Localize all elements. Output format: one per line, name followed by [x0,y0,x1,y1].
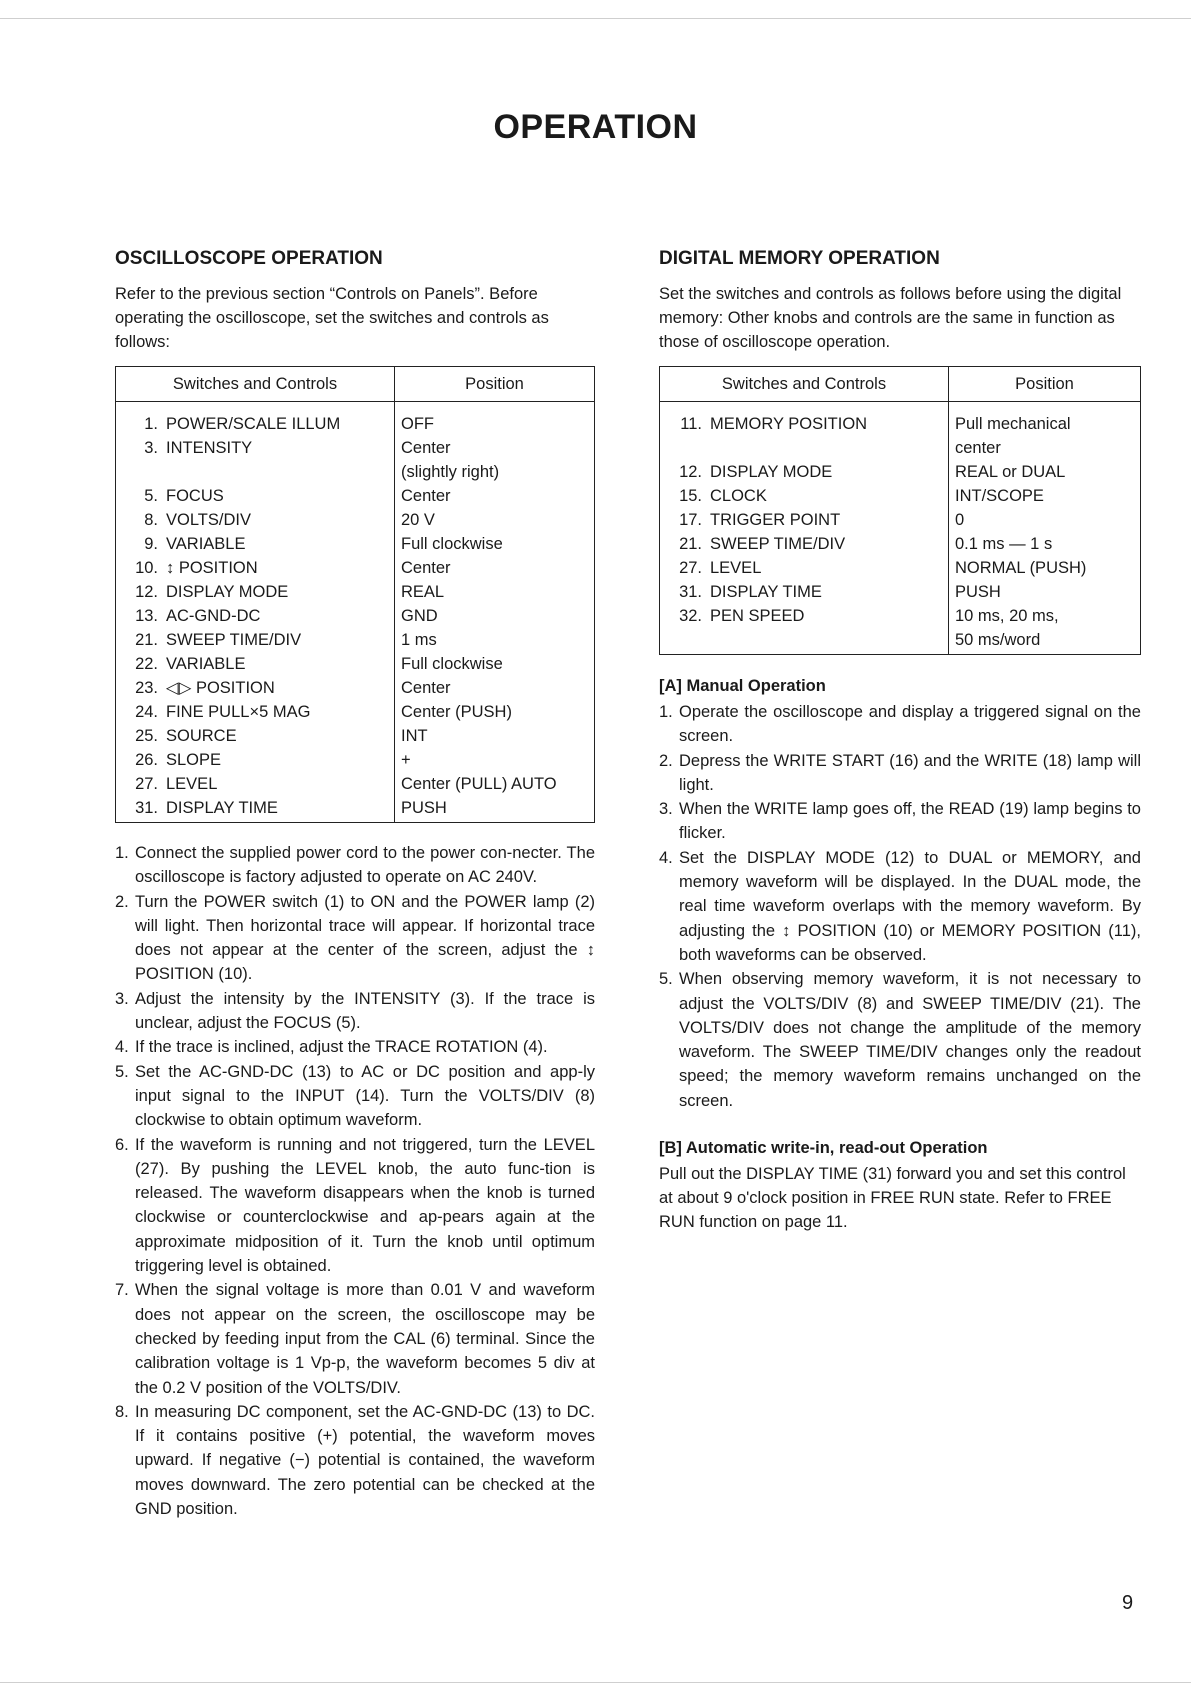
control-position: INT/SCOPE [949,484,1141,508]
page-title: OPERATION [493,108,698,146]
control-position: Center [395,436,595,460]
control-number: 12. [135,583,158,601]
step-text: Set the DISPLAY MODE (12) to DUAL or MEMORY, and memory waveform will be displayed. In the DUAL mode, the real time waveform overlaps with the memory waveform. By adjusting the ↕ POSITION (10) or MEMORY POSITION (11), both waveforms can be observed. [679,848,1141,964]
control-number: 21. [679,535,702,553]
control-name-cell [660,484,949,508]
step-number: 1. [659,703,673,721]
table-row [660,436,1141,460]
control-name-cell [660,556,949,580]
step-item [115,1400,595,1521]
step-number: 7. [115,1281,129,1300]
digital-memory-controls-table [659,366,1141,655]
step-number: 4. [115,1038,129,1057]
table-row [660,484,1141,508]
table-header-row [116,367,595,402]
control-name-cell [660,628,949,655]
control-name: SLOPE [166,751,222,769]
step-number: 5. [115,1062,129,1081]
control-number: 10. [135,559,158,577]
table-row [116,484,595,508]
control-number: 27. [679,559,702,577]
table-row [660,532,1141,556]
step-item [115,841,595,890]
control-name: ↕ POSITION [166,559,258,577]
step-number: 2. [659,751,673,770]
control-name-cell [660,508,949,532]
step-number: 1. [115,844,129,862]
table-row [116,676,595,700]
control-name-cell [116,676,395,700]
section-heading: DIGITAL MEMORY OPERATION [659,248,940,269]
control-number: 13. [135,607,158,625]
control-name-cell [116,724,395,748]
control-position: Pull mechanical [949,402,1141,437]
table-row [116,628,595,652]
control-position: Center [395,556,595,580]
oscilloscope-controls-table [115,366,595,823]
control-name-cell [116,532,395,556]
control-number: 27. [135,775,158,793]
control-number: 5. [144,487,158,505]
control-number: 9. [144,535,158,553]
bottom-border-line [0,1682,1191,1683]
column-header-position: Position [949,367,1141,402]
control-name: DISPLAY TIME [166,799,278,817]
control-name-cell [660,580,949,604]
step-item [659,967,1141,1113]
step-number: 3. [115,989,129,1008]
control-number: 26. [135,751,158,769]
section-heading: OSCILLOSCOPE OPERATION [115,248,383,269]
control-position: Center [395,484,595,508]
digital-memory-operation-section [659,248,1141,1234]
column-header-position: Position [395,367,595,402]
control-position: 1 ms [395,628,595,652]
table-row [116,796,595,823]
step-item [115,1035,595,1059]
control-name-cell [660,402,949,437]
control-name: TRIGGER POINT [710,511,841,529]
control-number: 17. [679,511,702,529]
control-number: 11. [680,415,702,433]
top-border-line [0,18,1191,19]
step-item [659,846,1141,967]
column-header-switches: Switches and Controls [116,367,395,402]
control-number: 24. [135,703,158,721]
table-header-row [660,367,1141,402]
control-position: PUSH [949,580,1141,604]
table-row [116,772,595,796]
page-number: 9 [1122,1592,1134,1614]
table-row [660,556,1141,580]
step-item [659,749,1141,798]
control-position: GND [395,604,595,628]
table-row [116,748,595,772]
step-item [115,1060,595,1133]
control-position: NORMAL (PUSH) [949,556,1141,580]
control-position: Full clockwise [395,532,595,556]
control-position: (slightly right) [395,460,595,484]
table-row [116,436,595,460]
control-number: 1. [144,415,158,433]
automatic-operation-heading: [B] Automatic write-in, read-out Operation [659,1139,988,1158]
control-number: 15. [679,487,702,505]
step-text: Adjust the intensity by the INTENSITY (3). If the trace is unclear, adjust the FOCUS (5). [135,989,595,1033]
control-number: 12. [679,463,702,481]
control-name: POWER/SCALE ILLUM [166,415,341,433]
manual-operation-heading: [A] Manual Operation [659,677,826,695]
step-item [115,1278,595,1399]
control-position: Center (PULL) AUTO [395,772,595,796]
step-text: If the trace is inclined, adjust the TRACE ROTATION (4). [135,1038,548,1057]
section-intro: Refer to the previous section “Controls on Panels”. Before operating the oscilloscope, set the switches and controls as follows: [115,285,549,351]
control-position: Center [395,676,595,700]
control-name-cell [116,436,395,460]
table-body [116,402,595,823]
table-row [116,556,595,580]
step-text: If the waveform is running and not triggered, turn the LEVEL (27). By pushing the LEVEL knob, the auto func-tion is released. The waveform disappears when the knob is turned clockwise or counterclockwise and ap-pears again at the approximate midposition of it. Turn the knob until optimum triggering level is obtained. [135,1135,595,1276]
control-number: 31. [679,583,702,601]
table-row [660,460,1141,484]
control-position: INT [395,724,595,748]
control-name-cell [116,402,395,437]
control-name-cell [116,604,395,628]
table-row [116,580,595,604]
control-name-cell [660,532,949,556]
control-position: Full clockwise [395,652,595,676]
step-number: 2. [115,892,129,911]
step-text: When the WRITE lamp goes off, the READ (19) lamp begins to flicker. [679,800,1141,843]
control-position: 10 ms, 20 ms, [949,604,1141,628]
control-name-cell [116,628,395,652]
control-number: 21. [135,631,158,649]
control-number: 25. [135,727,158,745]
step-item [659,700,1141,749]
control-name: SWEEP TIME/DIV [166,631,302,649]
table-row [116,532,595,556]
step-number: 3. [659,800,673,819]
control-name-cell [116,748,395,772]
control-name: VOLTS/DIV [166,511,251,529]
control-position: + [395,748,595,772]
step-item [115,987,595,1036]
control-name: FOCUS [166,487,224,505]
control-position: 20 V [395,508,595,532]
control-name: VARIABLE [166,535,246,553]
table-row [660,580,1141,604]
control-name-cell [116,772,395,796]
control-name: ◁▷ POSITION [166,679,275,697]
table-row [660,628,1141,655]
control-name-cell [660,436,949,460]
control-name-cell [660,604,949,628]
control-position: 0.1 ms — 1 s [949,532,1141,556]
control-name-cell [116,508,395,532]
control-position: Center (PUSH) [395,700,595,724]
control-name: VARIABLE [166,655,246,673]
table-row [116,402,595,437]
control-position: center [949,436,1141,460]
control-number: 23. [135,679,158,697]
table-row [116,460,595,484]
control-position: REAL or DUAL [949,460,1141,484]
table-row [116,700,595,724]
control-position: 50 ms/word [949,628,1141,655]
control-position: 0 [949,508,1141,532]
control-name: FINE PULL×5 MAG [166,703,311,721]
step-item [115,890,595,987]
control-name: DISPLAY MODE [166,583,289,601]
control-name: AC-GND-DC [166,607,261,625]
step-text: Operate the oscilloscope and display a triggered signal on the screen. [679,703,1141,746]
control-name: SWEEP TIME/DIV [710,535,846,553]
control-name-cell [116,460,395,484]
control-number: 32. [679,607,702,625]
control-name-cell [660,460,949,484]
control-number: 22. [135,655,158,673]
table-row [116,652,595,676]
table-row [660,402,1141,437]
step-text: Turn the POWER switch (1) to ON and the POWER lamp (2) will light. Then horizontal trace will appear. If horizontal trace does not appear at the center of the screen, adjust the ↕ POSITION (10). [135,892,595,984]
control-name-cell [116,580,395,604]
control-name: PEN SPEED [710,607,805,625]
table-row [116,724,595,748]
table-row [660,604,1141,628]
section-intro: Set the switches and controls as follows before using the digital memory: Other knobs and controls are the same in function as those of oscilloscope operation. [659,285,1122,351]
control-name: LEVEL [710,559,762,577]
step-text: Depress the WRITE START (16) and the WRITE (18) lamp will light. [679,751,1141,794]
control-position: OFF [395,402,595,437]
step-text: When observing memory waveform, it is not necessary to adjust the VOLTS/DIV (8) and SWEEP TIME/DIV (21). The VOLTS/DIV does not change the amplitude of the memory waveform. The SWEEP TIME/DIV changes only the readout speed; the memory waveform remains unchanged on the screen. [679,970,1141,1110]
control-name-cell [116,796,395,823]
control-number: 31. [135,799,158,817]
control-name-cell [116,556,395,580]
control-position: PUSH [395,796,595,823]
control-number: 8. [144,511,158,529]
control-name-cell [116,700,395,724]
control-name: MEMORY POSITION [710,415,868,433]
manual-operation-steps-list [659,700,1141,1113]
step-item [659,797,1141,846]
table-row [116,508,595,532]
step-text: In measuring DC component, set the AC-GND-DC (13) to DC. If it contains positive (+) potential, the waveform moves upward. If negative (−) potential is contained, the waveform moves downward. The zero potential can be checked at the GND position. [135,1402,595,1519]
column-header-switches: Switches and Controls [660,367,949,402]
table-row [660,508,1141,532]
control-name: LEVEL [166,775,218,793]
control-number: 3. [144,439,158,457]
control-name-cell [116,484,395,508]
step-text: Connect the supplied power cord to the power con-necter. The oscilloscope is factory adjusted to operate on AC 240V. [135,844,595,887]
table-row [116,604,595,628]
step-text: When the signal voltage is more than 0.01 V and waveform does not appear on the screen, the oscilloscope may be checked by feeding input from the CAL (6) terminal. Since the calibration voltage is 1 Vp-p, the waveform becomes 5 div at the 0.2 V position of the VOLTS/DIV. [135,1281,595,1397]
automatic-operation-text: Pull out the DISPLAY TIME (31) forward you and set this control at about 9 o'clock position in FREE RUN state. Refer to FREE RUN function on page 11. [659,1165,1126,1232]
step-number: 4. [659,848,673,867]
oscilloscope-steps-list [115,841,595,1521]
control-name: DISPLAY MODE [710,463,833,481]
control-name: CLOCK [710,487,767,505]
step-number: 5. [659,970,673,989]
oscilloscope-operation-section [115,248,595,1521]
control-position: REAL [395,580,595,604]
step-item [115,1133,595,1279]
step-number: 6. [115,1135,129,1154]
control-name: DISPLAY TIME [710,583,822,601]
control-name-cell [116,652,395,676]
table-body [660,402,1141,655]
control-name: INTENSITY [166,439,253,457]
step-number: 8. [115,1402,129,1421]
step-text: Set the AC-GND-DC (13) to AC or DC position and app-ly input signal to the INPUT (14). Turn the VOLTS/DIV (8) clockwise to obtain optimum waveform. [135,1062,595,1130]
control-name: SOURCE [166,727,237,745]
